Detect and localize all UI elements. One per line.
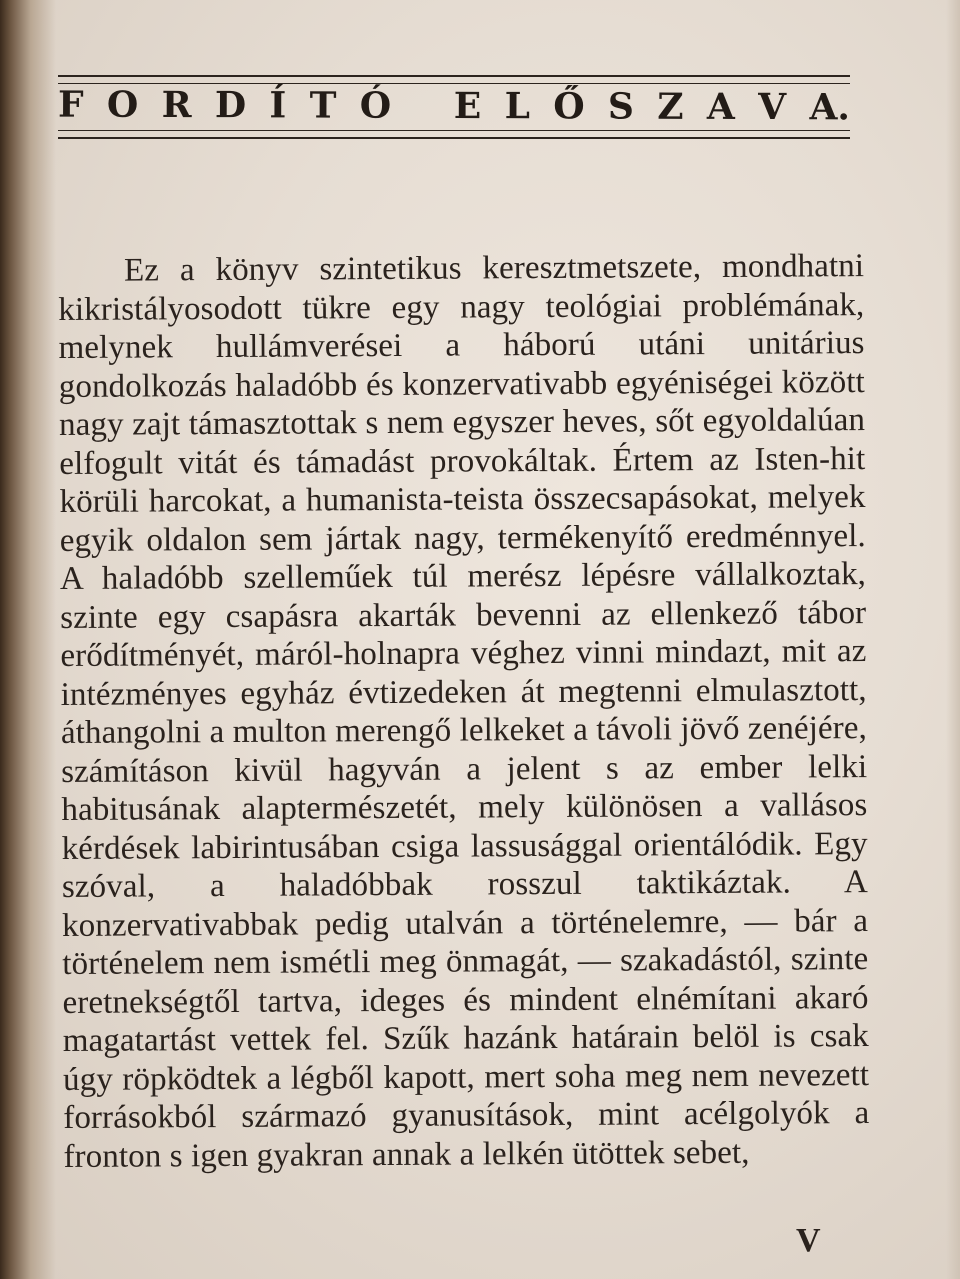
heading-letter: Í xyxy=(269,84,287,127)
heading-letter: Z xyxy=(657,85,684,128)
heading-letter: A xyxy=(706,85,735,128)
heading-letter: S xyxy=(607,85,635,128)
page-number: V xyxy=(796,1222,821,1259)
heading-letter: Ő xyxy=(553,85,585,128)
heading-letter: A. xyxy=(809,86,851,129)
book-spine-shadow xyxy=(0,0,56,1279)
heading-rule-bottom-thin xyxy=(58,130,850,131)
heading-letter: L xyxy=(504,85,530,128)
heading-rule-top xyxy=(58,75,850,77)
heading-letter: Ó xyxy=(359,84,392,127)
heading-letter: V xyxy=(758,86,787,129)
body-paragraph: Ez a könyv szintetikus keresztmetszete, mondhatni kikristályosodott tükre egy nagy teológiai problémának, melynek hullámverései a háború utáni unitárius gondolkozás haladóbb és konzervativabb egyéniségei között nagy zajt támasztottak s nem egyszer heves, sőt egyoldalúan elfogult vitát és támadást provokáltak. Értem az Isten-hit körüli harcokat, a humanista-teista összecsapásokat, melyek egyik oldalon sem jártak nagy, termékenyítő eredménnyel. A haladóbb szelleműek túl merész lépésre vállalkoztak, szinte egy csapásra akarták bevenni az ellenkező tábor erődítményét, máról-holnapra véghez vinni mindazt, mit az intézményes egyház évtizedeken át megtenni elmulasztott, áthangolni a multon merengő lelkeket a távoli jövő zenéjére, számításon kivül hagyván a jelent s az ember lelki habitusának alaptermészetét, mely különösen a vallásos kérdések labirintusában csiga lassusággal orientálódik. Egy szóval, a haladóbbak rosszul taktikáztak. A konzervativabbak pedig utalván a történelemre, — bár a történelem nem ismétli meg önmagát, — szakadástól, szinte eretnekségtől tartva, ideges és mindent elnémítani akaró magatartást vettek fel. Szűk hazánk határain belöl is csak úgy röpködtek a légből kapott, mert soha meg nem nevezett forrásokból származó gyanusítások, mint acélgolyók a fronton s igen gyakran annak a lelkén ütöttek sebet, xyxy=(58,248,870,1175)
heading-letter: T xyxy=(309,84,337,127)
chapter-heading xyxy=(58,83,850,130)
heading-letter: F xyxy=(57,83,84,126)
heading-letter: O xyxy=(106,83,139,126)
page-edge xyxy=(946,0,960,1279)
heading-letter: E xyxy=(453,84,482,128)
heading-letter: R xyxy=(161,83,192,127)
heading-letter: D xyxy=(214,84,247,127)
heading-rule-bottom xyxy=(58,137,850,139)
